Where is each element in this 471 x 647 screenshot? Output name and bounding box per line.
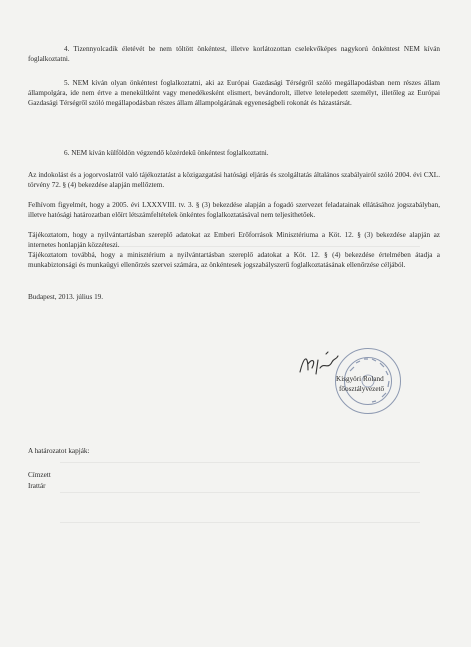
signatory-title: főosztályvezető (339, 385, 385, 393)
paragraph-publication: Tájékoztatom, hogy a nyilvántartásban szereplő adatokat az Emberi Erőforrások Minisztériuma a Köt. 12. § (3) bekezdése alapján az internetes honlapján közzéteszi. (28, 231, 440, 249)
paragraph-notice: Felhívom figyelmét, hogy a 2005. évi LXXXVIII. tv. 3. § (3) bekezdése alapján a fogadó szervezet feladatainak ellátásához jogszabályban, illetve hatósági határozatban előírt létszámfeltételek önkéntes foglalkoztatásával nem teljesíthetőek. (28, 201, 440, 219)
date-line: Budapest, 2013. július 19. (28, 293, 104, 301)
bleed-through-line (60, 522, 420, 523)
paragraph-legal-remedy: Az indokolást és a jogorvoslatról való tájékoztatást a közigazgatási hatósági eljárás és szolgáltatás általános szabályairól szóló 2004. évi CXL. törvény 72. § (4) bekezdése alapján mellőztem. (28, 171, 440, 189)
paragraph-5: 5. NEM kíván olyan önkéntest foglalkoztatni, aki az Európai Gazdasági Térségről szóló megállapodásban nem részes állam állampolgára, ide nem értve a menekültként vagy menedékesként elismert, bevándorolt, illetve letelepedett személyt, illetőleg az Európai Gazdasági Térségről szóló megállapodásban részes állam állampolgárának egyeneságbeli rokonát és házastársát. (28, 79, 440, 107)
paragraph-4: 4. Tizennyolcadik életévét be nem töltött önkéntest, illetve korlátozottan cselekvőképes nagykorú önkéntest NEM kíván foglalkoztatni. (28, 45, 440, 63)
recipients-heading: A határozatot kapják: (28, 447, 90, 455)
paragraph-6: 6. NEM kíván külföldön végzendő közérdekű önkéntest foglalkoztatni. (64, 149, 269, 157)
bleed-through-line (60, 462, 420, 463)
recipient-item: Irattár (28, 482, 46, 490)
recipient-item: Címzett (28, 471, 51, 479)
bleed-through-line (60, 492, 420, 493)
signatory-name: Kisgyöri Roland (336, 375, 384, 383)
paragraph-data-transfer: Tájékoztatom továbbá, hogy a minisztérium a nyilvántartásban szereplő adatokat a Köt. 12. § (4) bekezdése értelmében átadja a munkabiztonsági és munkaügyi ellenőrzés szervei számára, az önkéntesek jogszabályszerű foglalkoztatásának ellenőrzése céljából. (28, 251, 440, 269)
